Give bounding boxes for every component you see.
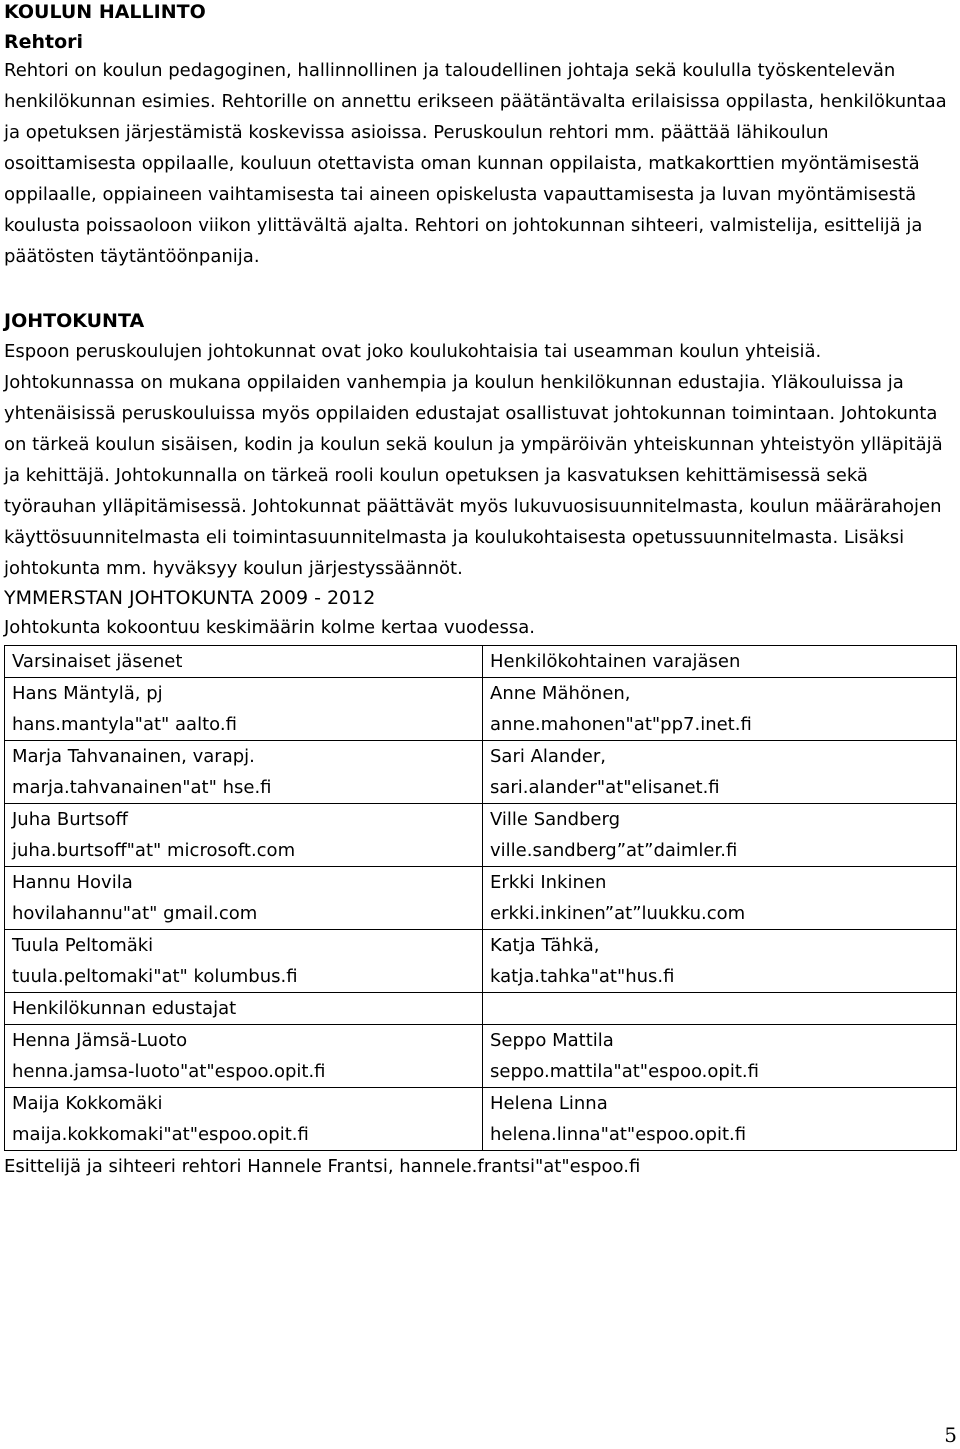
header-label-deputy: Henkilökohtainen varajäsen: [490, 651, 741, 672]
member-name: Hans Mäntylä, pj: [12, 683, 163, 704]
deputy-cell: [483, 867, 957, 930]
table-row: [5, 741, 957, 804]
deputy-name: Sari Alander,: [490, 746, 606, 767]
header-label-regular: Varsinaiset jäsenet: [12, 651, 183, 672]
deputy-email: helena.linna"at"espoo.opit.fi: [490, 1124, 747, 1145]
board-members-table: [4, 645, 957, 1151]
member-email: hovilahannu"at" gmail.com: [12, 903, 258, 924]
deputy-name: Seppo Mattila: [490, 1030, 614, 1051]
deputy-email: katja.tahka"at"hus.fi: [490, 966, 675, 987]
staff-heading-cell: [5, 993, 483, 1025]
member-cell: [5, 1088, 483, 1151]
deputy-cell: [483, 741, 957, 804]
presenter-secretary-line: Esittelijä ja sihteeri rehtori Hannele Frantsi, hannele.frantsi"at"espoo.fi: [4, 1156, 641, 1177]
member-name: Henna Jämsä-Luoto: [12, 1030, 188, 1051]
member-email: tuula.peltomaki"at" kolumbus.fi: [12, 966, 298, 987]
paragraph-johtokunta: Espoon peruskoulujen johtokunnat ovat joko koulukohtaisia tai useamman koulun yhteisiä. Johtokunnassa on mukana oppilaiden vanhempia ja koulun henkilökunnan edustajia. Yläkouluissa ja yhtenäisissä peruskouluissa myös oppilaiden edustajat osallistuvat johtokunnan toimintaan. Johtokunta on tärkeä koulun sisäisen, kodin ja koulun sekä koulun ja ympäröivän yhteiskunnan yhteistyön ylläpitäjä ja kehittäjä. Johtokunnalla on tärkeä rooli koulun opetuksen ja kasvatuksen kehittämisessä sekä työrauhan ylläpitämisessä. Johtokunnat päättävät myös lukuvuosisuunnitelmasta, koulun määrärahojen käyttösuunnitelmasta eli toimintasuunnitelmasta ja koulukohtaisesta opetussuunnitelmasta. Lisäksi johtokunta mm. hyväksyy koulun järjestyssäännöt.: [4, 341, 943, 579]
member-email: marja.tahvanainen"at" hse.fi: [12, 777, 272, 798]
deputy-name: Erkki Inkinen: [490, 872, 607, 893]
header-cell-deputy: [483, 646, 957, 678]
member-cell: [5, 930, 483, 993]
table-row: [5, 1088, 957, 1151]
member-cell: [5, 1025, 483, 1088]
member-cell: [5, 867, 483, 930]
member-email: juha.burtsoff"at" microsoft.com: [12, 840, 296, 861]
member-cell: [5, 741, 483, 804]
member-email: henna.jamsa-luoto"at"espoo.opit.fi: [12, 1061, 326, 1082]
document-page: [4, 0, 956, 1182]
section-title-johtokunta: JOHTOKUNTA: [4, 310, 145, 332]
subtitle-rehtori: Rehtori: [4, 31, 84, 53]
deputy-cell: [483, 1025, 957, 1088]
table-row: [5, 1025, 957, 1088]
table-header-row: [5, 646, 957, 678]
page-number: 5: [944, 1423, 957, 1447]
member-cell: [5, 678, 483, 741]
member-name: Maija Kokkomäki: [12, 1093, 163, 1114]
deputy-name: Ville Sandberg: [490, 809, 621, 830]
member-email: hans.mantyla"at" aalto.fi: [12, 714, 237, 735]
staff-heading-row: [5, 993, 957, 1025]
deputy-cell: [483, 678, 957, 741]
deputy-cell: [483, 930, 957, 993]
table-row: [5, 804, 957, 867]
table-row: [5, 678, 957, 741]
deputy-email: ville.sandberg”at”daimler.fi: [490, 840, 738, 861]
deputy-name: Anne Mähönen,: [490, 683, 631, 704]
deputy-email: seppo.mattila"at"espoo.opit.fi: [490, 1061, 759, 1082]
deputy-name: Katja Tähkä,: [490, 935, 600, 956]
deputy-cell: [483, 804, 957, 867]
paragraph-rehtori: Rehtori on koulun pedagoginen, hallinnollinen ja taloudellinen johtaja sekä koululla työskentelevän henkilökunnan esimies. Rehtorille on annettu erikseen päätäntävalta erilaisissa oppilasta, henkilökuntaa ja opetuksen järjestämistä koskevissa asioissa. Peruskoulun rehtori mm. päättää lähikoulun osoittamisesta oppilaalle, kouluun otettavista oman kunnan oppilaista, matkakorttien myöntämisestä oppilaalle, oppiaineen vaihtamisesta tai aineen opiskelusta vapauttamisesta ja luvan myöntämisestä koulusta poissaoloon viikon ylittävältä ajalta. Rehtori on johtokunnan sihteeri, valmistelija, esittelijä ja päätösten täytäntöönpanija.: [4, 60, 947, 267]
member-cell: [5, 804, 483, 867]
deputy-name: Helena Linna: [490, 1093, 608, 1114]
member-name: Tuula Peltomäki: [12, 935, 154, 956]
section-title-koulun-hallinto: KOULUN HALLINTO: [4, 1, 206, 23]
member-name: Hannu Hovila: [12, 872, 133, 893]
intro-line: Johtokunta kokoontuu keskimäärin kolme kertaa vuodessa.: [4, 617, 535, 638]
deputy-cell: [483, 1088, 957, 1151]
empty-cell: [490, 993, 949, 1024]
header-cell-regular: [5, 646, 483, 678]
staff-heading: Henkilökunnan edustajat: [12, 998, 237, 1019]
member-name: Marja Tahvanainen, varapj.: [12, 746, 255, 767]
staff-heading-empty-cell: [483, 993, 957, 1025]
deputy-email: erkki.inkinen”at”luukku.com: [490, 903, 746, 924]
section-title-ymmerstan-johtokunta: YMMERSTAN JOHTOKUNTA 2009 - 2012: [4, 587, 376, 609]
deputy-email: sari.alander"at"elisanet.fi: [490, 777, 720, 798]
member-email: maija.kokkomaki"at"espoo.opit.fi: [12, 1124, 309, 1145]
table-row: [5, 867, 957, 930]
deputy-email: anne.mahonen"at"pp7.inet.fi: [490, 714, 752, 735]
member-name: Juha Burtsoff: [12, 809, 128, 830]
table-row: [5, 930, 957, 993]
